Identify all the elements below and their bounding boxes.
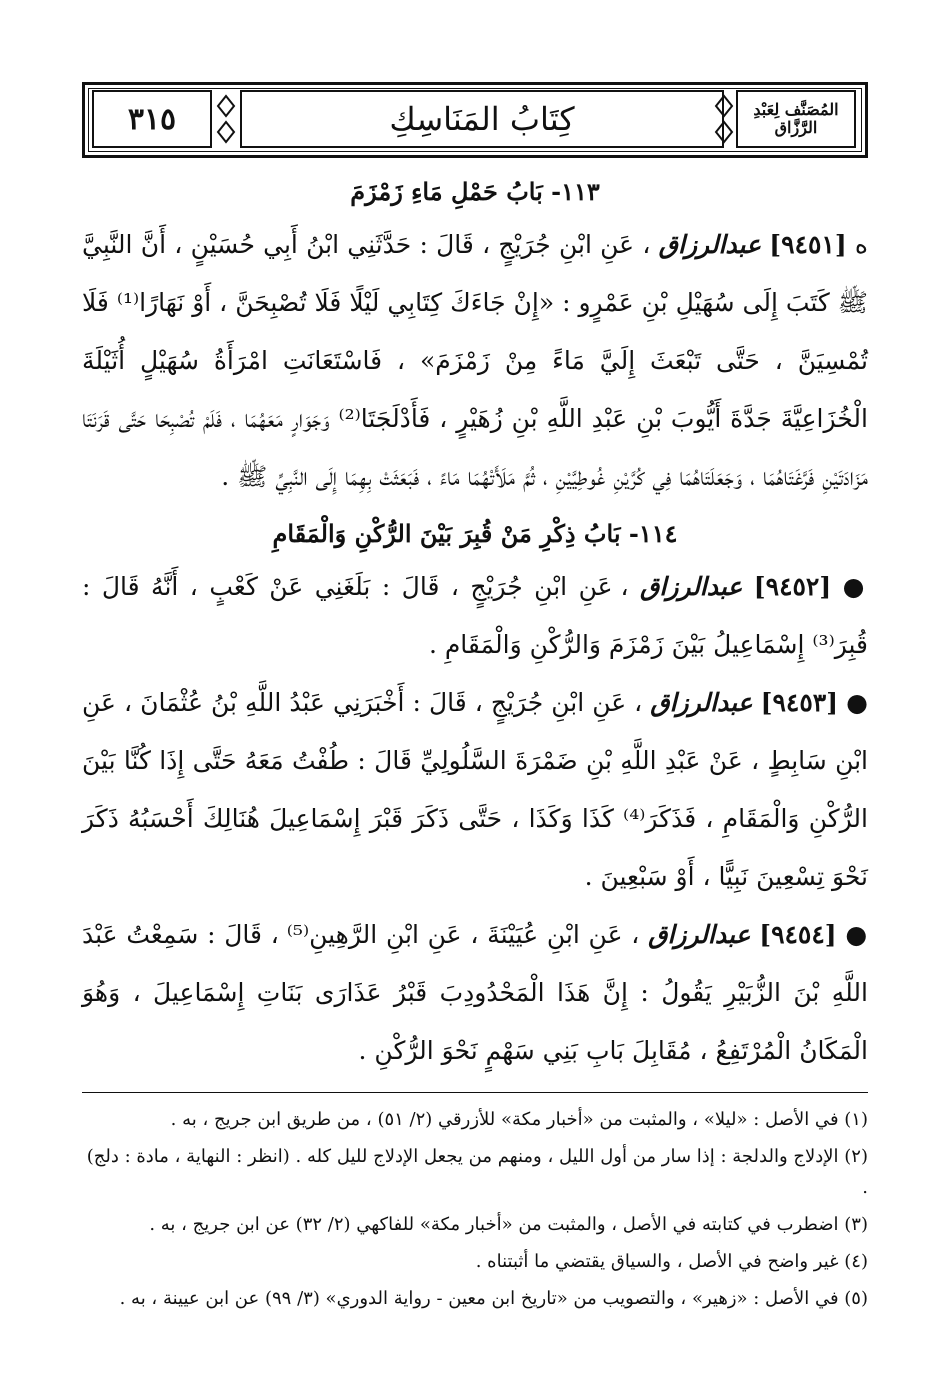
footnote: (٥) في الأصل : «زهير» ، والتصويب من «تاريخ ابن معين - رواية الدوري» (٣/ ٩٩) عن ابن عيينة ، به . [119,1288,868,1309]
hadith-entry [82,674,868,906]
narrator-name: عبدالرزاق [639,572,743,601]
hadith-entry [82,216,868,506]
narrator-name: عبدالرزاق [648,920,751,949]
chapter-heading: ١١٣- بَابُ حَمْلِ مَاءِ زَمْزَمَ [350,177,600,206]
entry-marker: ه [854,230,869,259]
footnotes [82,1104,868,1320]
hadith-number: [٩٤٥٣] [760,688,839,717]
hadith-text: ، عَنِ ابْنِ عُيَيْنَةَ ، عَنِ ابْنِ الرَّهِينِ⁽⁵⁾ ، قَالَ : سَمِعْتُ عَبْدَ اللَّهِ بْنَ الزُّبَيْرِ يَقُولُ : إِنَّ هَذَا الْمَحْدُودِبَ قَبْرُ عَذَارَى بَنَاتِ إِسْمَاعِيلَ ، وَهُوَ الْمَكَانُ الْمُرْتَفِعُ ، مُقَابِلَ بَابِ بَنِي سَهْمٍ نَحْوَ الرُّكْنِ . [82,920,868,1065]
ornament-icon [214,92,238,146]
footnote: (٣) اضطرب في كتابته في الأصل ، والمثبت من «أخبار مكة» للفاكهي (٢/ ٣٢) عن ابن جريج ، به . [149,1214,868,1235]
hadith-number: [٩٤٥١] [769,230,847,259]
page-content [82,172,868,1080]
hadith-text: ، عَنِ ابْنِ جُرَيْجٍ ، قَالَ : بَلَغَنِي عَنْ كَعْبٍ ، أَنَّهُ قَالَ : قُبِرَ⁽³⁾ إِسْمَاعِيلُ بَيْنَ زَمْزَمَ وَالرُّكْنِ وَالْمَقَامِ . [82,572,868,659]
footnote: (٢) الإدلاج والدلجة : إذا سار من أول الليل ، ومنهم من يجعل الإدلاج لليل كله . (انظر : النهاية ، مادة : دلج) . [86,1146,868,1198]
hadith-entry [82,558,868,674]
footnote: (١) في الأصل : «ليلا» ، والمثبت من «أخبار مكة» للأزرقي (٢/ ٥١) ، من طريق ابن جريج ، به . [170,1109,868,1130]
chapter-heading: ١١٤- بَابُ ذِكْرِ مَنْ قُبِرَ بَيْنَ الرُّكْنِ وَالْمَقَامِ [272,519,678,548]
footnote: (٤) غير واضح في الأصل ، والسياق يقتضي ما أثبتناه . [475,1251,868,1272]
page-header [82,82,868,158]
narrator-name: عبدالرزاق [650,688,753,717]
entry-marker: ● [842,572,868,601]
hadith-text: ، عَنِ ابْنِ جُرَيْجٍ ، قَالَ : حَدَّثَنِي ابْنُ أَبِي حُسَيْنٍ ، أَنَّ النَّبِيَّ ﷺ كَتَبَ إِلَى سُهَيْلِ بْنِ عَمْرٍو : «إِنْ جَاءَكَ كِتَابِي لَيْلًا فَلَا تُصْبِحَنَّ ، أَوْ نَهَارًا⁽¹⁾ فَلَا تُمْسِيَنَّ ، حَتَّى تَبْعَثَ إِلَيَّ مَاءً مِنْ زَمْزَمَ» ، فَاسْتَعَانَتِ امْرَأَةُ سُهَيْلٍ أُثَيْلَةَ الْخُزَاعِيَّةَ جَدَّةَ أَيُّوبَ بْنِ عَبْدِ اللَّهِ بْنِ زُهَيْرٍ ، فَأَدْلَجَتَا⁽²⁾ وَجَوَارٍ مَعَهُمَا ، فَلَمْ تُصْبِحَا حَتَّى قَرَنَتَا مَزَادَتَيْنِ فَرَّغَتَاهُمَا ، وَجَعَلَتَاهُمَا فِي كُرَّيْنِ غُوطِيَّيْنِ ، ثُمَّ مَلَأَتْهُمَا مَاءً ، فَبَعَثَتْ بِهِمَا إِلَى النَّبِيِّ ﷺ . [82,230,868,491]
book-title: كِتَابُ المَنَاسِكِ [240,90,724,148]
hadith-text: ، عَنِ ابْنِ جُرَيْجٍ ، قَالَ : أَخْبَرَنِي عَبْدُ اللَّهِ بْنُ عُثْمَانَ ، عَنِ ابْنِ سَابِطٍ ، عَنْ عَبْدِ اللَّهِ بْنِ ضَمْرَةَ السَّلُولِيِّ قَالَ : طُفْتُ مَعَهُ حَتَّى إِذَا كُنَّا بَيْنَ الرُّكْنِ وَالْمَقَامِ ، فَذَكَرَ⁽⁴⁾ كَذَا وَكَذَا ، حَتَّى ذَكَرَ قَبْرَ إِسْمَاعِيلَ هُنَالِكَ أَحْسَبُهُ ذَكَرَ نَحْوَ تِسْعِينَ نَبِيًّا ، أَوْ سَبْعِينَ . [82,688,868,891]
page-number: ٣١٥ [92,90,212,148]
entry-marker: ● [846,688,868,717]
entry-marker: ● [845,920,869,949]
narrator-name: عبدالرزاق [658,230,761,259]
book-logo: المُصَنَّف لِعَبْدِ الرَّزَّاق [736,90,856,148]
hadith-number: [٩٤٥٤] [759,920,837,949]
hadith-entry [82,906,868,1080]
footnote-separator [82,1092,868,1093]
hadith-number: [٩٤٥٢] [753,572,832,601]
